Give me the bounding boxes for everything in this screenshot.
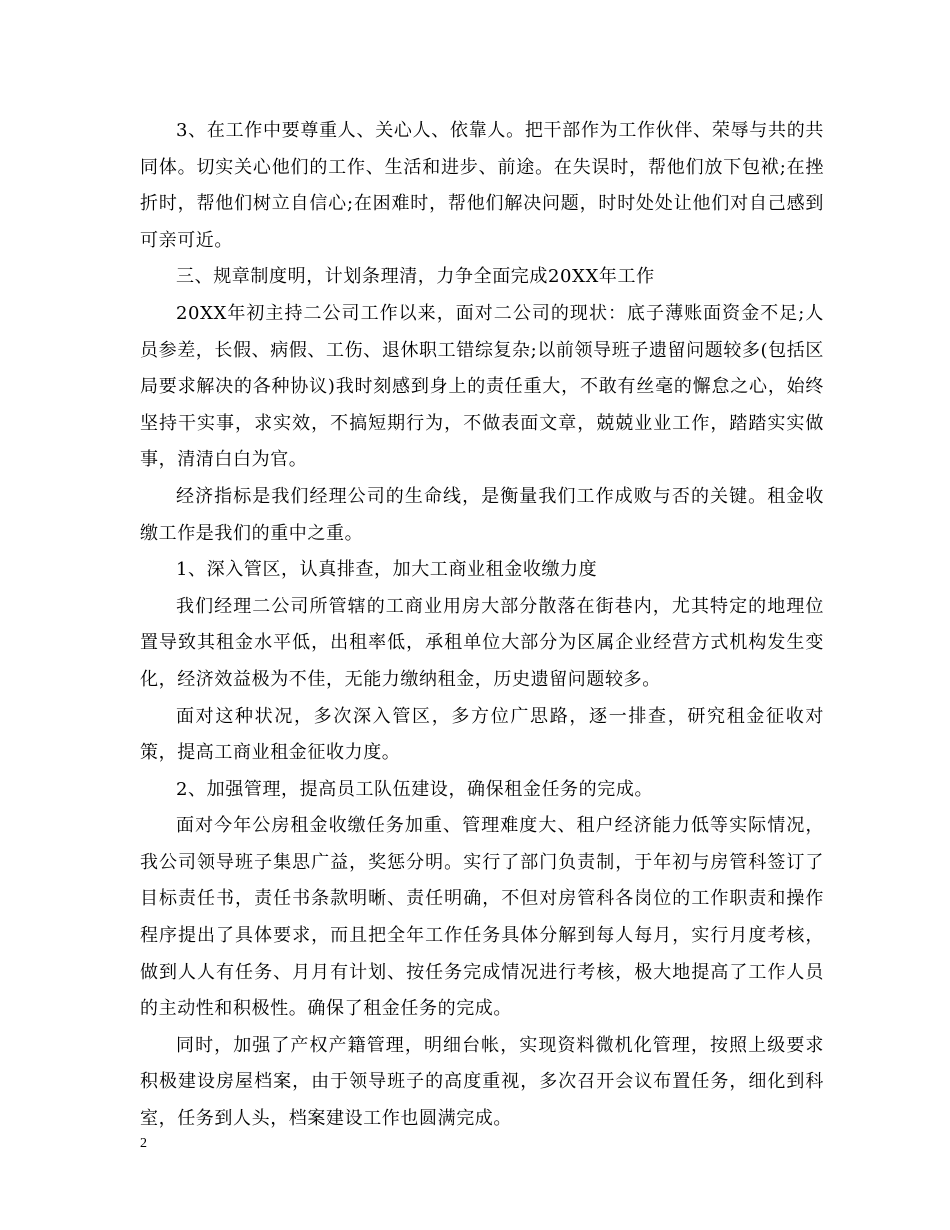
page-number: 2: [140, 1136, 147, 1151]
paragraph-responsibility-system: 面对今年公房租金收缴任务加重、管理难度大、租户经济能力低等实际情况，我公司领导班子集思广益，奖惩分明。实行了部门负责制，于年初与房管科签订了目标责任书，责任书条款明晰、责任明确，不但对房管科各岗位的工作职责和操作程序提出了具体要求，而且把全年工作任务具体分解到每人每月，实行月度考核，做到人人有任务、月月有计划、按任务完成情况进行考核，极大地提高了工作人员的主动性和积极性。确保了租金任务的完成。: [140, 815, 824, 1020]
subheading-rent-collection: 1、深入管区，认真排查，加大工商业租金收缴力度: [176, 559, 598, 581]
document-body: [140, 113, 824, 1138]
paragraph-response: 面对这种状况，多次深入管区，多方位广思路，逐一排查，研究租金征收对策，提高工商业租金征收力度。: [140, 705, 824, 764]
paragraph-situation: 20XX年初主持二公司工作以来，面对二公司的现状：底子薄账面资金不足;人员参差，长假、病假、工伤、退休职工错综复杂;以前领导班子遗留问题较多(包括区局要求解决的各种协议)我时刻感到身上的责任重大，不敢有丝毫的懈怠之心，始终坚持干实事，求实效，不搞短期行为，不做表面文章，兢兢业业工作，踏踏实实做事，清清白白为官。: [140, 302, 824, 471]
paragraph-respect-cadres: 3、在工作中要尊重人、关心人、依靠人。把干部作为工作伙伴、荣辱与共的共同体。切实关心他们的工作、生活和进步、前途。在失误时，帮他们放下包袱;在挫折时，帮他们树立自信心;在困难时，帮他们解决问题，时时处处让他们对自己感到可亲可近。: [140, 120, 824, 251]
paragraph-commercial-housing: 我们经理二公司所管辖的工商业用房大部分散落在街巷内，尤其特定的地理位置导致其租金水平低，出租率低，承租单位大部分为区属企业经营方式机构发生变化，经济效益极为不佳，无能力缴纳租金，历史遗留问题较多。: [140, 595, 824, 690]
subheading-management: 2、加强管理，提高员工队伍建设，确保租金任务的完成。: [176, 778, 654, 800]
section-heading-rules: 三、规章制度明，计划条理清，力争全面完成20XX年工作: [176, 266, 655, 288]
paragraph-archives: 同时，加强了产权产籍管理，明细台帐，实现资料微机化管理，按照上级要求积极建设房屋档案，由于领导班子的高度重视，多次召开会议布置任务，细化到科室，任务到人头，档案建设工作也圆满完成。: [140, 1034, 824, 1130]
paragraph-economic-indicators: 经济指标是我们经理公司的生命线，是衡量我们工作成败与否的关键。租金收缴工作是我们的重中之重。: [140, 485, 824, 544]
